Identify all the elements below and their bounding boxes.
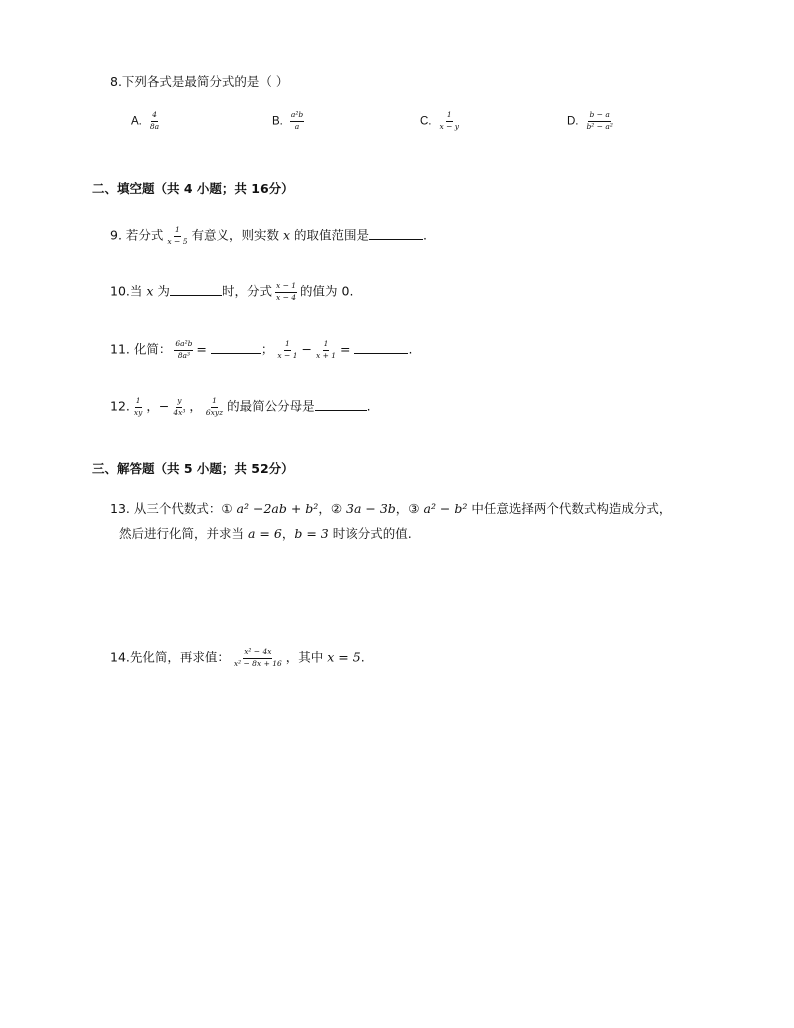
fraction: $\frac{1}{\text{6xyz}}$ [205,396,224,417]
fraction: $\frac{4}{8a}$ [149,110,160,131]
fraction: $\frac{1}{x - 1}$ [277,339,298,360]
question-9: 9. 若分式 $\frac{1}{x - 5}$ 有意义，则实数 x 的取值范围是 . [110,225,428,246]
answer-blank[interactable] [211,343,261,354]
fraction: $\frac{1}{x - 5}$ [167,225,188,246]
question-13-line-1: 13. 从三个代数式：① a² −2ab + b²，② 3a − 3b，③ a² − b² 中任意选择两个代数式构造成分式， [110,501,672,516]
question-8-stem: 8.下列各式是最简分式的是（ ） [110,74,289,89]
question-12: 12. $\frac{1}{xy}$ ，− $\frac{y}{\text{4x³}}$ ， $\frac{1}{\text{6xyz}}$ 的最简公分母是 . [110,396,371,417]
question-11: 11. 化简： $\frac{\text{6a²b}}{\text{8a³}}$ = ； $\frac{1}{x - 1}$ − $\frac{1}{x + 1}$ = . [110,339,413,360]
fraction: $\frac{\text{6a²b}}{\text{8a³}}$ [175,339,193,360]
fraction: $\frac{1}{x - y}$ [439,110,460,131]
fraction: $\frac{y}{\text{4x³}}$ [173,396,186,417]
option-a: A. $\frac{4}{8a}$ [131,110,160,131]
answer-blank[interactable] [315,400,367,411]
section-2-heading: 二、填空题（共 4 小题；共 16分） [92,181,294,196]
fraction: $\frac{\text{a²b}}{a}$ [290,110,304,131]
answer-blank[interactable] [369,229,423,240]
fraction: $\frac{x - 1}{x - 4}$ [275,281,297,302]
fraction: $\frac{b - a}{\text{b² − a²}}$ [586,110,613,131]
option-b: B. $\frac{\text{a²b}}{a}$ [272,110,304,131]
answer-blank[interactable] [354,343,408,354]
option-d: D. $\frac{b - a}{\text{b² − a²}}$ [567,110,613,131]
question-13-line-2: 然后进行化简，并求当 a = 6，b = 3 时该分式的值. [119,526,412,541]
question-10: 10.当 x 为 时，分式 $\frac{x - 1}{x - 4}$ 的值为 0. [110,281,354,302]
answer-blank[interactable] [170,285,222,296]
fraction: $\frac{1}{xy}$ [133,396,143,417]
section-3-heading: 三、解答题（共 5 小题；共 52分） [92,461,294,476]
question-14: 14.先化简，再求值： $\frac{\text{x² − 4x}}{\text{x² − 8x + 16}}$ ，其中 x = 5. [110,647,365,668]
fraction: $\frac{1}{x + 1}$ [315,339,337,360]
option-c: C. $\frac{1}{x - y}$ [420,110,460,131]
fraction: $\frac{\text{x² − 4x}}{\text{x² − 8x + 16}}$ [233,647,282,668]
